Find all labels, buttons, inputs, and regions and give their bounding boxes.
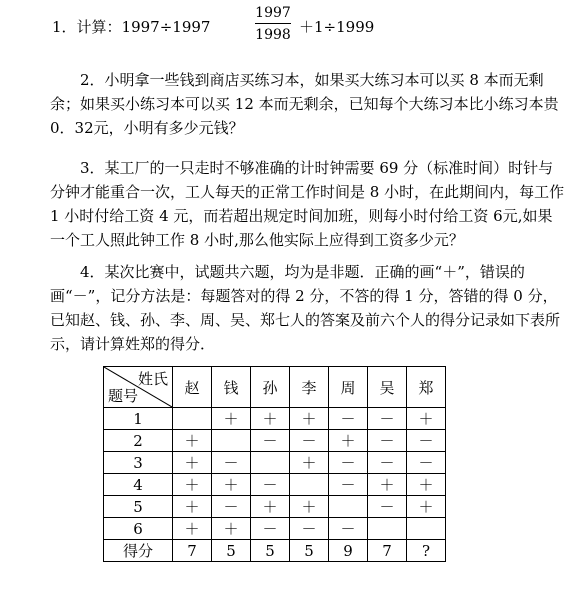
name-cell: 郑 (407, 367, 446, 408)
answer-cell: ＋ (407, 408, 446, 430)
question-number-cell: 6 (104, 518, 173, 540)
answer-cell: － (290, 430, 329, 452)
score-label: 得分 (104, 540, 173, 562)
fraction-numerator: 1997 (255, 4, 291, 24)
answer-cell: ＋ (290, 496, 329, 518)
answer-cell: ＋ (329, 430, 368, 452)
table-header-row (104, 367, 446, 408)
answer-cell: ＋ (212, 474, 251, 496)
answer-cell: ＋ (173, 430, 212, 452)
answer-cell: ＋ (212, 408, 251, 430)
name-cell: 赵 (173, 367, 212, 408)
answer-cell: ＋ (368, 474, 407, 496)
table-row (104, 518, 446, 540)
answer-cell: ＋ (407, 474, 446, 496)
answer-cell: － (329, 452, 368, 474)
answer-cell: － (251, 474, 290, 496)
answer-cell: － (212, 496, 251, 518)
score-cell: 5 (290, 540, 329, 562)
table-row (104, 496, 446, 518)
answer-cell: ＋ (290, 408, 329, 430)
score-cell: 7 (368, 540, 407, 562)
answer-cell: － (329, 518, 368, 540)
answer-table (103, 366, 446, 562)
answer-cell: － (212, 452, 251, 474)
answer-cell (251, 452, 290, 474)
answer-cell (173, 408, 212, 430)
score-cell: 9 (329, 540, 368, 562)
name-cell: 李 (290, 367, 329, 408)
name-cell: 孙 (251, 367, 290, 408)
table-row (104, 408, 446, 430)
answer-cell: ＋ (173, 474, 212, 496)
answer-cell: ＋ (173, 496, 212, 518)
question-1-fraction (255, 4, 291, 44)
answer-cell: － (290, 518, 329, 540)
table-corner-header (104, 367, 173, 408)
answer-cell (407, 518, 446, 540)
table-row (104, 430, 446, 452)
answer-cell: ＋ (173, 518, 212, 540)
question-1-suffix: ＋1÷1999 (299, 18, 375, 36)
fraction-denominator: 1998 (255, 27, 291, 43)
table-row (104, 474, 446, 496)
header-question-label: 题号 (108, 387, 139, 405)
question-number-cell: 5 (104, 496, 173, 518)
score-cell: ? (407, 540, 446, 562)
question-1-prefix: 1．计算：1997÷1997 (52, 18, 211, 36)
score-cell: 5 (251, 540, 290, 562)
question-number-cell: 2 (104, 430, 173, 452)
answer-cell (212, 430, 251, 452)
answer-cell: ＋ (251, 496, 290, 518)
answer-cell: － (329, 474, 368, 496)
question-number-cell: 1 (104, 408, 173, 430)
header-surname-label: 姓氏 (137, 370, 168, 388)
answer-cell: ＋ (212, 518, 251, 540)
answer-cell: － (407, 430, 446, 452)
name-cell: 周 (329, 367, 368, 408)
score-cell: 5 (212, 540, 251, 562)
question-number-cell: 3 (104, 452, 173, 474)
answer-cell: ＋ (290, 452, 329, 474)
answer-cell (329, 496, 368, 518)
answer-cell (290, 474, 329, 496)
score-row (104, 540, 446, 562)
question-3: 3．某工厂的一只走时不够准确的计时钟需要 69 分（标准时间）时针与分钟才能重合一次，工人每天的正常工作时间是 8 小时，在此期间内，每工作 1 小时付给工资 4 元，而若超出规定时间加班，则每小时付给工资 6元,如果一个工人照此钟工作 8 小时,那么他实际上应得到工资多少元？ (50, 159, 565, 249)
answer-cell: － (368, 496, 407, 518)
question-4: 4．某次比赛中，试题共六题，均为是非题．正确的画“＋”，错误的画“－”，记分方法是：每题答对的得 2 分，不答的得 1 分，答错的得 0 分，已知赵、钱、孙、李、周、吴、郑七人的答案及前六个人的得分记录如下表所示，请计算姓郑的得分． (50, 263, 561, 353)
question-2: 2．小明拿一些钱到商店买练习本，如果买大练习本可以买 8 本而无剩余；如果买小练习本可以买 12 本而无剩余，已知每个大练习本比小练习本贵 0．32元，小明有多少元钱？ (50, 71, 559, 137)
answer-cell: ＋ (407, 496, 446, 518)
answer-cell: ＋ (173, 452, 212, 474)
answer-cell: － (251, 518, 290, 540)
name-cell: 钱 (212, 367, 251, 408)
answer-cell (368, 518, 407, 540)
answer-cell: － (368, 408, 407, 430)
table-row (104, 452, 446, 474)
score-cell: 7 (173, 540, 212, 562)
question-number-cell: 4 (104, 474, 173, 496)
answer-cell: － (329, 408, 368, 430)
answer-cell: ＋ (251, 408, 290, 430)
answer-cell: － (251, 430, 290, 452)
answer-cell: － (368, 452, 407, 474)
answer-cell: － (407, 452, 446, 474)
answer-cell: － (368, 430, 407, 452)
question-1 (52, 4, 452, 48)
name-cell: 吴 (368, 367, 407, 408)
